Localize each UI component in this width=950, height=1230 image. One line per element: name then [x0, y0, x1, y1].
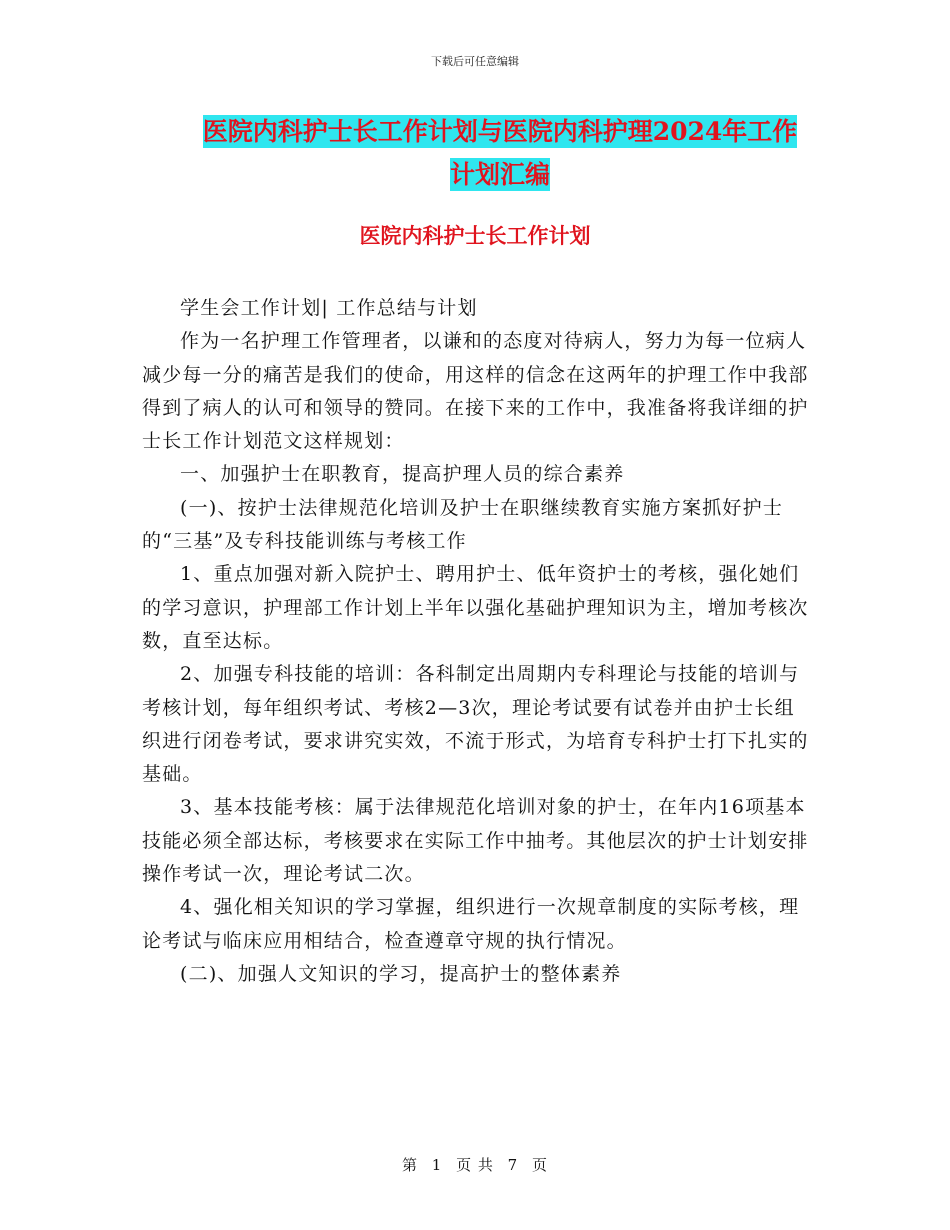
- section-title: 医院内科护士长工作计划: [359, 223, 591, 248]
- paragraph: 学生会工作计划| 工作总结与计划: [180, 297, 478, 319]
- paragraph: 4、强化相关知识的学习掌握，组织进行一次规章制度的实际考核，理论考试与临床应用相结合，检查遵章守规的执行情况。: [142, 896, 800, 952]
- paragraph: (一)、按护士法律规范化培训及护士在职继续教育实施方案抓好护士的“三基”及专科技能训练与考核工作: [142, 496, 784, 553]
- footer-prefix: 第: [401, 1156, 418, 1174]
- paragraph: 2、加强专科技能的培训：各科制定出周期内专科理论与技能的培训与考核计划，每年组织考试、考核2—3次，理论考试要有试卷并由护士长组织进行闭卷考试，要求讲究实效，不流于形式，为培育专科护士打下扎实的基础。: [142, 663, 809, 786]
- paragraph: 作为一名护理工作管理者，以谦和的态度对待病人，努力为每一位病人减少每一分的痛苦是我们的使命，用这样的信念在这两年的护理工作中我部得到了病人的认可和领导的赞同。在接下来的工作中，我准备将我详细的护士长工作计划范文这样规划：: [142, 330, 809, 453]
- paragraph: 一、加强护士在职教育，提高护理人员的综合素养: [180, 463, 625, 486]
- footer-suffix: 页: [532, 1156, 549, 1174]
- header-note: 下载后可任意编辑: [431, 55, 519, 68]
- footer-mid: 页 共: [456, 1156, 494, 1174]
- page-total: 7: [507, 1156, 519, 1174]
- paragraph: 1、重点加强对新入院护士、聘用护士、低年资护士的考核，强化她们的学习意识，护理部工作计划上半年以强化基础护理知识为主，增加考核次数，直至达标。: [142, 563, 809, 652]
- page-number: 1: [431, 1156, 443, 1174]
- paragraph: (二)、加强人文知识的学习，提高护士的整体素养: [180, 962, 622, 985]
- paragraph: 3、基本技能考核：属于法律规范化培训对象的护士，在年内16项基本技能必须全部达标，考核要求在实际工作中抽考。其他层次的护士计划安排操作考试一次，理论考试二次。: [142, 796, 809, 886]
- document-body: [142, 292, 812, 991]
- page-footer: [0, 1154, 950, 1175]
- document-title-line2: 计划汇编: [449, 160, 550, 189]
- document-title-line1: 医院内科护士长工作计划与医院内科护理2024年工作: [202, 117, 798, 146]
- document-title: [100, 110, 900, 196]
